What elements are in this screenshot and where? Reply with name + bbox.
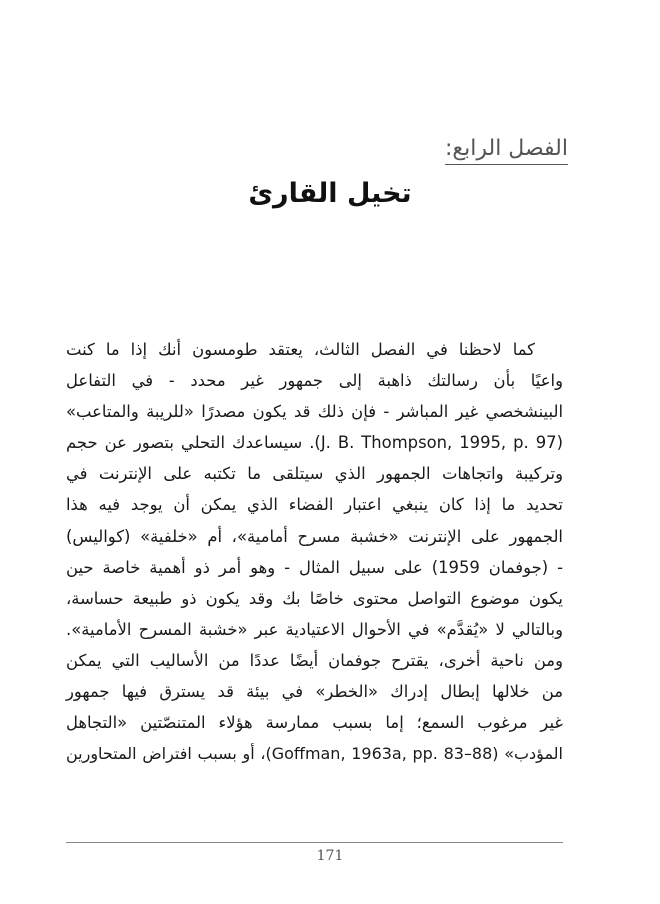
paragraph-line: من خلالها إبطال إدراك «الخطر» في بيئة قد يسترق فيها جمهور (66, 682, 563, 702)
page-number: 171 (316, 848, 344, 864)
paragraph-line: وبالتالي لا «يُقدَّم» في الأحوال الاعتيادية عبر «خشبة المسرح الأمامية». (66, 619, 563, 639)
paragraph-line: وتركيبة واتجاهات الجمهور الذي سيتلقى ما تكتبه على الإنترنت في (66, 464, 563, 484)
chapter-label: الفصل الرابع: (445, 136, 568, 165)
paragraph-line: يكون موضوع التواصل محتوى خاصًا بك وقد يكون ذو طبيعة حساسة، (66, 588, 563, 608)
body-paragraph (66, 334, 563, 769)
paragraph-line: كما لاحظنا في الفصل الثالث، يعتقد طومسون أنك إذا ما كنت (66, 340, 535, 359)
paragraph-line: تحديد ما إذا كان ينبغي اعتبار الفضاء الذي يمكن أن يوجد فيه هذا (66, 495, 563, 515)
footer-divider (66, 842, 563, 843)
paragraph-line: المؤدب» (Goffman, 1963a, pp. 83–88)، أو بسبب افتراض المتحاورين (66, 744, 563, 764)
paragraph-line: الجمهور على الإنترنت «خشبة مسرح أمامية»، أم «خلفية» (كواليس) (66, 526, 563, 546)
paragraph-line: واعيًا بأن رسالتك ذاهبة إلى جمهور غير محدد - في التفاعل (66, 371, 563, 391)
paragraph-line: - (جوفمان 1959) على سبيل المثال - وهو أمر ذو أهمية خاصة حين (66, 557, 563, 577)
chapter-title: تخيل القارئ (248, 178, 412, 209)
paragraph-line: ومن ناحية أخرى، يقترح جوفمان أيضًا عددًا من الأساليب التي يمكن (66, 650, 563, 670)
paragraph-line: (J. B. Thompson, 1995, p. 97). سيساعدك التحلي بتصور عن حجم (66, 433, 563, 453)
paragraph-line: البينشخصي غير المباشر - فإن ذلك قد يكون مصدرًا «للريبة والمتاعب» (66, 402, 563, 422)
paragraph-line: غير مرغوب السمع؛ إما بسبب ممارسة هؤلاء المتنصّتين «التجاهل (66, 713, 563, 733)
